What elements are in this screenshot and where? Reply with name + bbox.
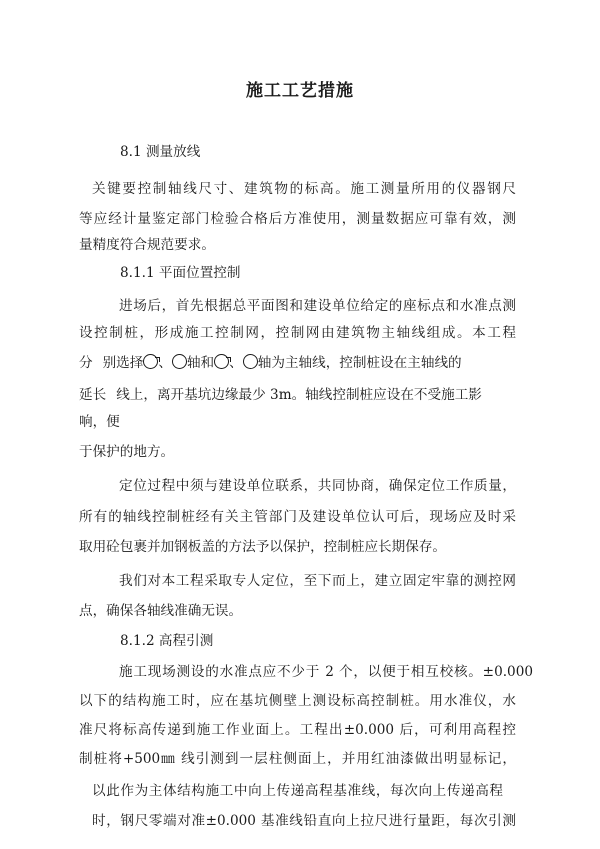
section-heading-8-1-1: 8.1.1 平面位置控制	[120, 265, 241, 281]
axis-text: 轴和	[186, 355, 215, 371]
paragraph-line: 所有的轴线控制桩经有关主管部门及建设单位认可后，现场应及时采	[79, 509, 516, 525]
paragraph-line: 于保护的地方。	[79, 444, 175, 460]
paragraph-line: 进场后，首先根据总平面图和建设单位给定的座标点和水准点测	[119, 298, 516, 314]
paragraph-line	[79, 386, 482, 404]
paragraph-line: 设控制桩，形成施工控制网，控制网由建筑物主轴线组成。本工程	[79, 325, 516, 341]
paragraph-line: 响，便	[79, 414, 120, 430]
axis-text: 轴为主轴线，控制桩设在主轴线的	[257, 355, 462, 371]
paragraph-line: 准尺将标高传递到施工作业面上。工程出±0.000 后，可利用高程控	[79, 722, 516, 738]
paragraph-line: 等应经计量鉴定部门检验合格后方准使用，测量数据应可靠有效，测	[79, 211, 516, 227]
paragraph-line: 量精度符合规范要求。	[79, 237, 215, 253]
axis-text: 别选择	[102, 355, 144, 371]
section-heading-8-1-2: 8.1.2 高程引测	[120, 633, 214, 649]
paragraph-line: 定位过程中须与建设单位联系，共同协商，确保定位工作质量，	[119, 478, 516, 494]
paragraph-line: 制桩将+500㎜ 线引测到一层柱侧面上，并用红油漆做出明显标记，	[79, 751, 516, 767]
paragraph-line: 时，钢尺零端对准±0.000 基准线铅直向上拉尺进行量距，每次引测	[92, 813, 516, 829]
paragraph-line: 我们对本工程采取专人定位，至下而上，建立固定牢靠的测控网	[119, 573, 516, 589]
axis-circle-icon	[214, 354, 229, 369]
axis-circle-icon	[143, 354, 158, 369]
paragraph-line: 点，确保各轴线准确无误。	[79, 603, 243, 619]
paragraph-line: 以此作为主体结构施工中向上传递高程基准线，每次向上传递高程	[92, 783, 503, 799]
axis-circle-icon	[243, 354, 258, 369]
line-text: 线上，离开基坑边缘最少 3m。轴线控制桩应设在不受施工影	[116, 387, 482, 403]
paragraph-line: 取用砼包裹并加钢板盖的方法予以保护，控制桩应长期保存。	[79, 539, 447, 555]
line-text: 延长	[79, 387, 107, 403]
axis-line	[79, 354, 462, 372]
axis-circle-icon	[172, 354, 187, 369]
page-title: 施工工艺措施	[246, 81, 354, 101]
paragraph-line: 以下的结构施工时，应在基坑侧壁上测设标高控制桩。用水准仪，水	[79, 693, 516, 709]
paragraph-line: 施工现场测设的水准点应不少于 2 个，以便于相互校核。±0.000	[119, 664, 533, 680]
axis-text: 分	[79, 355, 93, 371]
paragraph-line: 关键要控制轴线尺寸、建筑物的标高。施工测量所用的仪器钢尺	[92, 181, 516, 197]
section-heading-8-1: 8.1 测量放线	[120, 144, 201, 160]
axis-text: 、	[158, 355, 172, 371]
axis-text: 、	[229, 355, 243, 371]
